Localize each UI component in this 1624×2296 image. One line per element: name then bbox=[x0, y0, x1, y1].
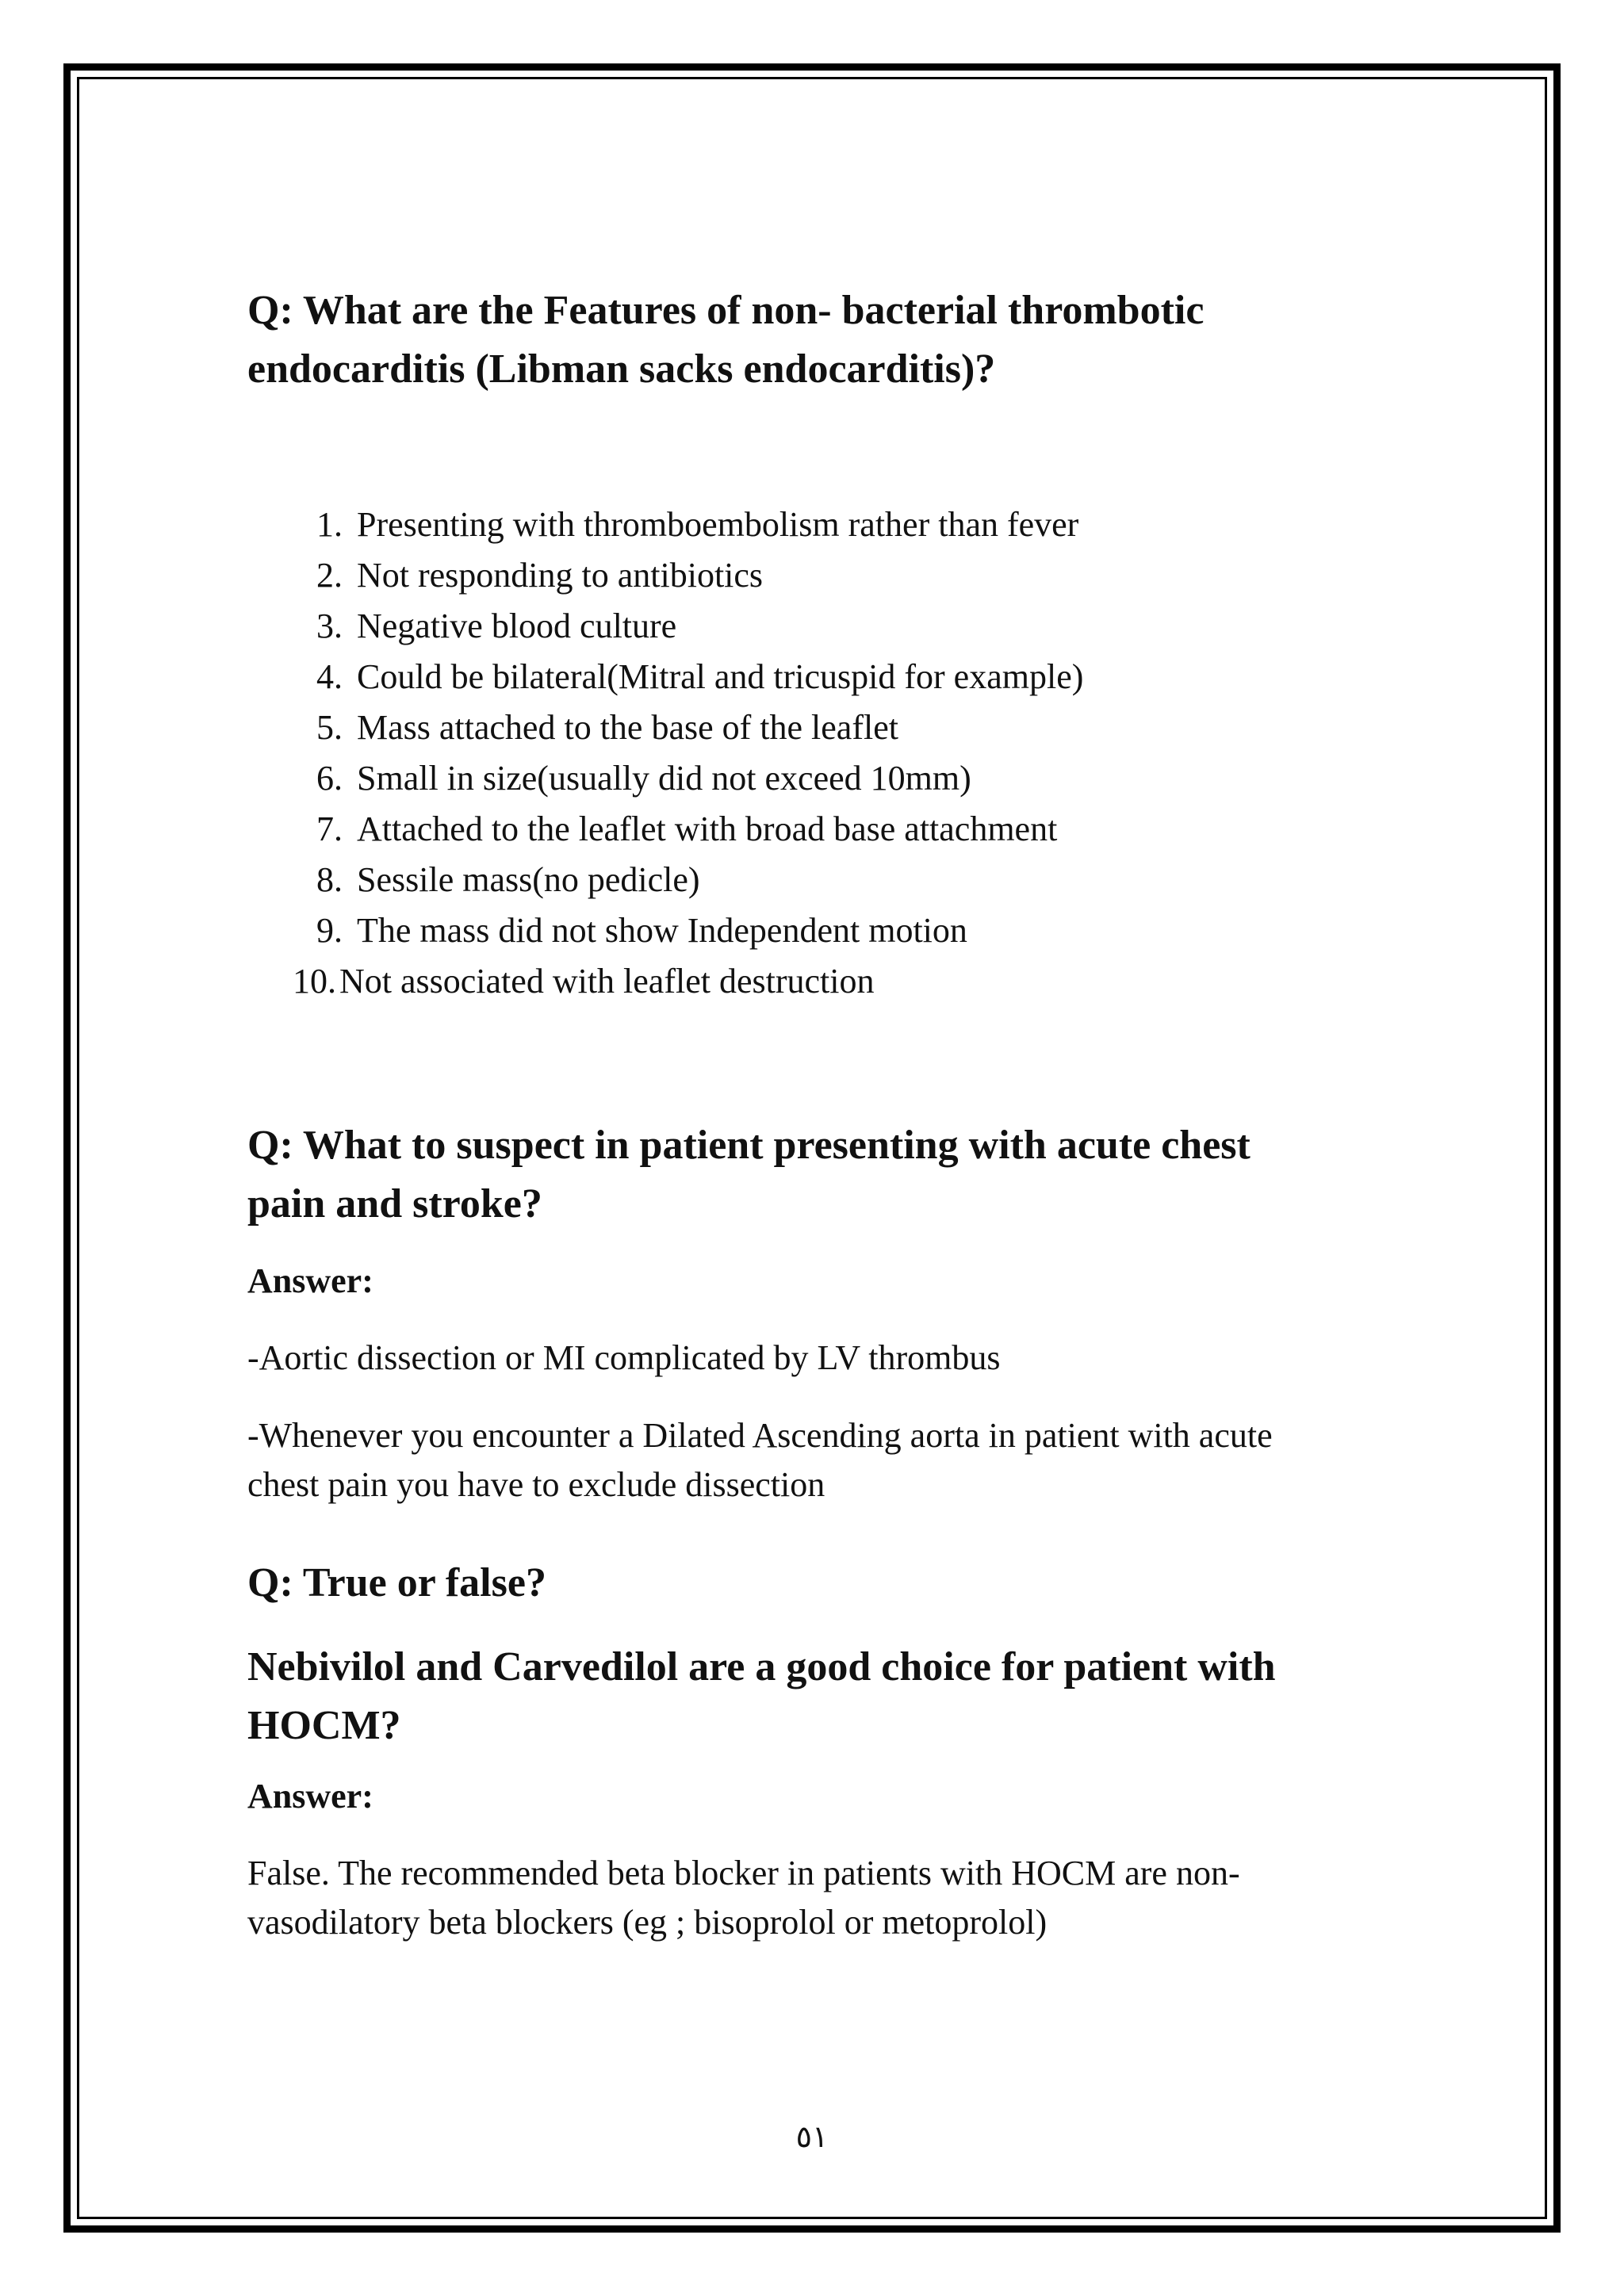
question-2-answer bbox=[247, 1257, 1383, 1305]
list-item: 3. Negative blood culture bbox=[316, 607, 677, 645]
question-3-statement: Nebivilol and Carvedilol are a good choice for patient with HOCM? bbox=[247, 1644, 1276, 1748]
question-2-answer-text-2: -Whenever you encounter a Dilated Ascending aorta in patient with acute chest pain you have to exclude dissection bbox=[247, 1416, 1273, 1504]
answer-label: Answer: bbox=[247, 1777, 373, 1816]
list-item: 5. Mass attached to the base of the leaflet bbox=[316, 708, 898, 747]
question-3 bbox=[247, 1554, 1383, 1613]
page-number: ٥١ bbox=[795, 2119, 829, 2154]
list-item: 9. The mass did not show Independent motion bbox=[316, 911, 967, 950]
question-3-title: Q: True or false? bbox=[247, 1560, 546, 1605]
list-item: 8. Sessile mass(no pedicle) bbox=[316, 860, 700, 899]
list-item: 7. Attached to the leaflet with broad base attachment bbox=[316, 809, 1058, 848]
list-item: 1. Presenting with thromboembolism rather than fever bbox=[316, 505, 1079, 544]
list-item: 2. Not responding to antibiotics bbox=[316, 556, 764, 595]
question-3-answer-text: False. The recommended beta blocker in patients with HOCM are non- vasodilatory beta blockers (eg ; bisoprolol or metoprolol) bbox=[247, 1854, 1240, 1942]
question-3-answer bbox=[247, 1773, 1383, 1820]
question-1 bbox=[247, 281, 1383, 399]
question-2-title-line-2: pain and stroke? bbox=[247, 1181, 542, 1226]
list-item: 6. Small in size(usually did not exceed 10mm) bbox=[316, 759, 971, 798]
features-list bbox=[292, 499, 1083, 1007]
question-2-answer-text-1: -Aortic dissection or MI complicated by LV thrombus bbox=[247, 1338, 1001, 1377]
question-1-title-line-1: Q: What are the Features of non- bacterial thrombotic bbox=[247, 288, 1205, 333]
list-item: 4. Could be bilateral(Mitral and tricuspid for example) bbox=[316, 657, 1084, 696]
question-1-title-line-2: endocarditis (Libman sacks endocarditis)? bbox=[247, 346, 996, 392]
question-2 bbox=[247, 1116, 1383, 1234]
question-2-title-line-1: Q: What to suspect in patient presenting with acute chest bbox=[247, 1123, 1251, 1168]
answer-label: Answer: bbox=[247, 1261, 373, 1300]
list-item: 10. Not associated with leaflet destruction bbox=[293, 962, 875, 1001]
